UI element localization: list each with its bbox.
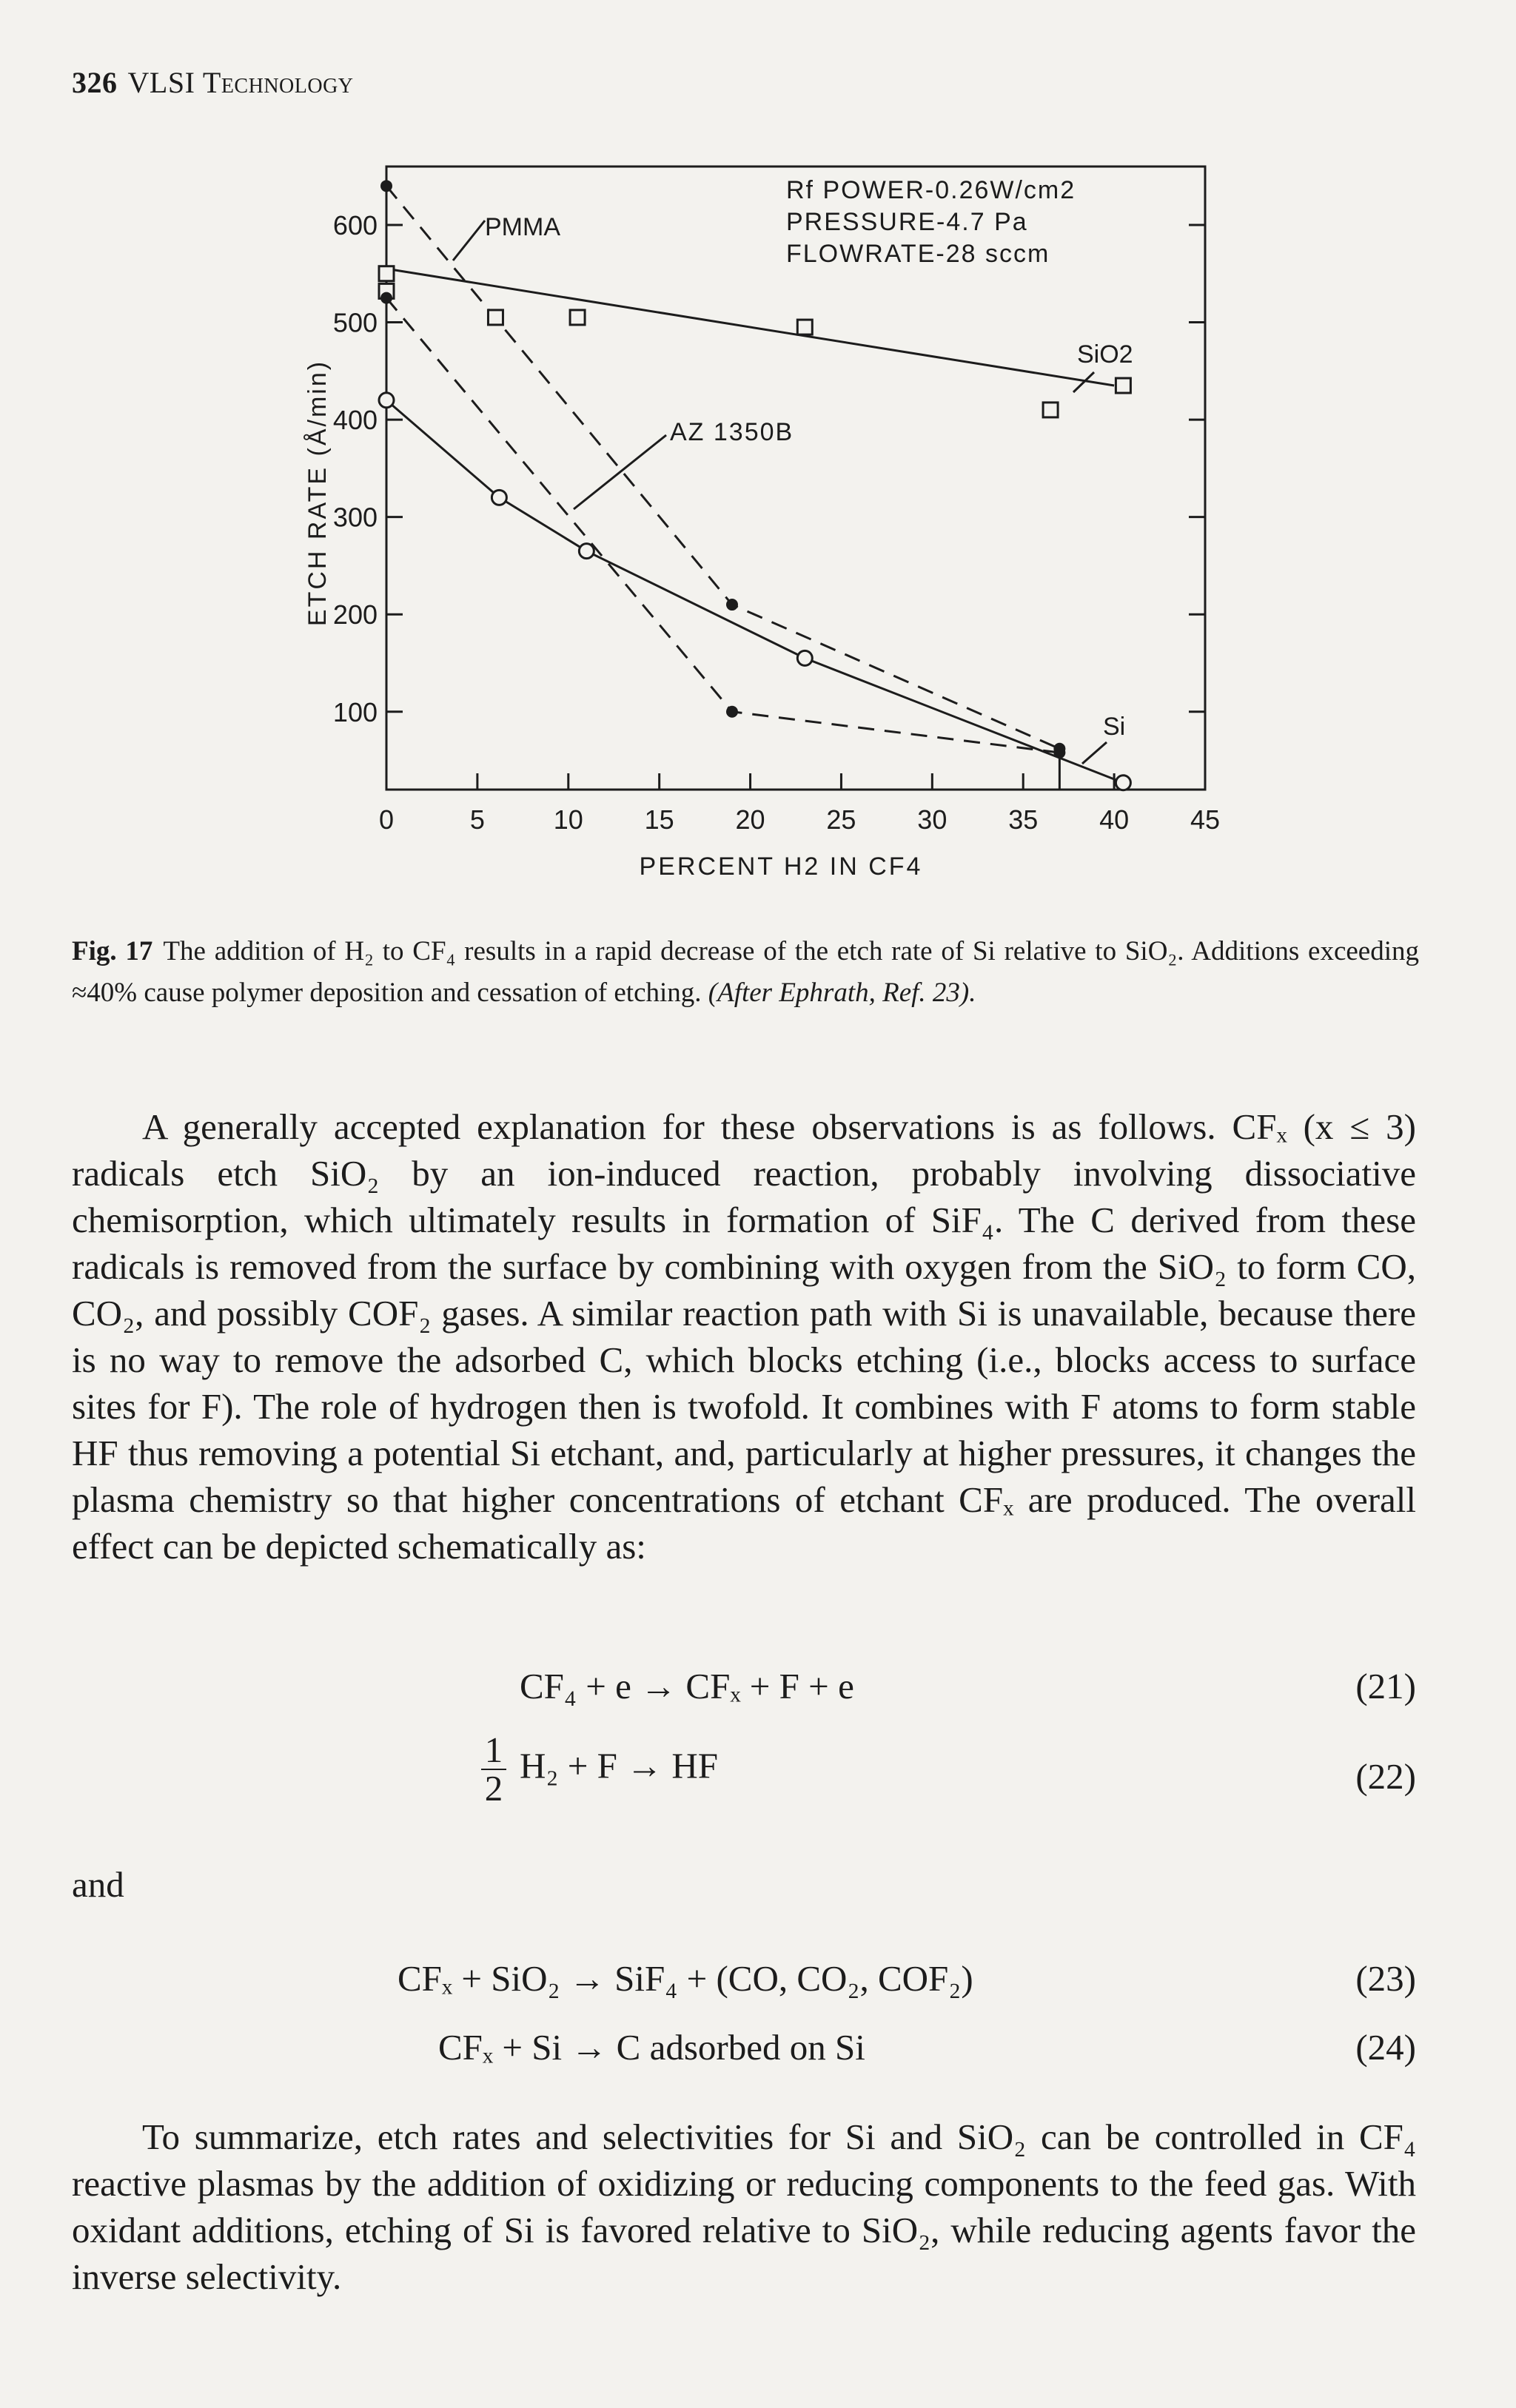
condition-text: Rf POWER-0.26W/cm2: [786, 176, 1076, 204]
equation-22-text: H₂ + F → HF: [520, 1745, 718, 1786]
equation-22-fraction: [481, 1729, 506, 1809]
equation-24-number: (24): [1355, 2027, 1416, 2068]
si-point: [379, 393, 394, 408]
az1350b-line: [386, 298, 1059, 753]
si-leader: [1082, 742, 1107, 764]
pmma-line: [386, 186, 1059, 748]
x-tick-label: 15: [644, 804, 674, 835]
y-tick-label: 600: [332, 209, 378, 241]
si-point: [492, 490, 506, 505]
sio2-point: [1043, 403, 1058, 417]
sio2-point: [1116, 378, 1130, 393]
condition-text: PRESSURE-4.7 Pa: [786, 208, 1028, 236]
page-number: 326: [72, 66, 118, 99]
y-tick-label: 300: [332, 502, 378, 533]
si-line: [386, 400, 1126, 783]
pmma-point: [726, 599, 738, 611]
x-tick-label: 30: [917, 804, 948, 835]
y-tick-label: 100: [332, 696, 378, 727]
pmma-point: [380, 180, 392, 192]
equation-22-body: [481, 1729, 718, 1809]
az1350b-label: AZ 1350B: [670, 418, 794, 446]
az1350b-leader: [574, 435, 666, 509]
figure-caption: [72, 931, 1419, 1014]
sio2-trend-line: [386, 269, 1114, 386]
equation-23-number: (23): [1355, 1958, 1416, 1999]
y-tick-label: 400: [332, 405, 378, 436]
fraction-numerator: 1: [484, 1729, 503, 1770]
sio2-point: [797, 320, 812, 334]
sio2-point: [570, 310, 585, 325]
si-point: [797, 650, 812, 665]
equation-21: [72, 1665, 1416, 1714]
sio2-label: SiO2: [1077, 340, 1133, 369]
y-tick-label: 200: [332, 599, 378, 630]
equation-22: [72, 1729, 1416, 1820]
equation-24: [72, 2026, 1416, 2075]
x-tick-label: 5: [469, 804, 485, 835]
fraction-denominator: 2: [484, 1768, 503, 1809]
y-tick-label: 500: [332, 307, 378, 338]
x-tick-label: 0: [378, 804, 395, 835]
az1350b-point: [726, 706, 738, 718]
si-label: Si: [1103, 713, 1126, 741]
sio2-point: [488, 310, 503, 325]
x-tick-label: 10: [553, 804, 583, 835]
figure-number: Fig. 17: [72, 936, 153, 966]
body-paragraph-2: To summarize, etch rates and selectivities for Si and SiO₂ can be controlled in CF₄ reactive plasmas by the addition of oxidizing or reducing components to the feed gas. With oxidant additions, etching of Si is favored relative to SiO₂, while reducing agents favor the inverse selectivity.: [72, 2116, 1416, 2297]
header-title-vlsi: VLSI: [127, 66, 195, 99]
x-tick-label: 40: [1099, 804, 1130, 835]
sio2-point: [379, 266, 394, 281]
etch-rate-chart: [0, 0, 1516, 910]
and-connector: and: [72, 1864, 124, 1905]
x-tick-label: 45: [1190, 804, 1221, 835]
equation-21-text: CF₄ + e → CFₓ + F + e: [520, 1666, 854, 1706]
si-point: [579, 544, 594, 559]
caption-reference: (After Ephrath, Ref. 23).: [708, 978, 976, 1008]
equation-22-number: (22): [1355, 1756, 1416, 1797]
x-tick-label: 25: [826, 804, 856, 835]
az1350b-point: [380, 292, 392, 304]
x-tick-label: 35: [1008, 804, 1039, 835]
si-point: [1116, 776, 1130, 790]
pmma-leader: [453, 221, 485, 260]
equation-21-number: (21): [1355, 1666, 1416, 1706]
y-axis-label: ETCH RATE (Å/min): [303, 359, 332, 627]
pmma-label: PMMA: [485, 213, 560, 241]
caption-text: The addition of H₂ to CF₄ results in a rapid decrease of the etch rate of Si relative to SiO₂. Additions exceeding ≈40% cause polymer deposition and cessation of etching.: [72, 936, 1419, 1008]
equation-23: [72, 1957, 1416, 2006]
body-paragraph-1: A generally accepted explanation for these observations is as follows. CFₓ (x ≤ 3) radicals etch SiO₂ by an ion-induced reaction, probably involving dissociative chemisorption, which ultimately results in formation of SiF₄. The C derived from these radicals is removed from the surface by combining with oxygen from the SiO₂ to form CO, CO₂, and possibly COF₂ gases. A similar reaction path with Si is unavailable, because there is no way to remove the adsorbed C, which blocks etching (i.e., blocks access to surface sites for F). The role of hydrogen then is twofold. It combines with F atoms to form stable HF thus removing a potential Si etchant, and, particularly at higher pressures, it changes the plasma chemistry so that higher concentrations of etchant CFₓ are produced. The overall effect can be depicted schematically as:: [72, 1106, 1416, 1567]
equation-24-text: CFₓ + Si → C adsorbed on Si: [438, 2027, 865, 2068]
condition-text: FLOWRATE-28 sccm: [786, 240, 1050, 268]
equation-23-text: CFₓ + SiO₂ → SiF₄ + (CO, CO₂, COF₂): [398, 1958, 973, 1999]
x-tick-label: 20: [735, 804, 765, 835]
header-title-technology: Technology: [202, 66, 354, 99]
x-axis-label: PERCENT H2 IN CF4: [639, 852, 923, 881]
